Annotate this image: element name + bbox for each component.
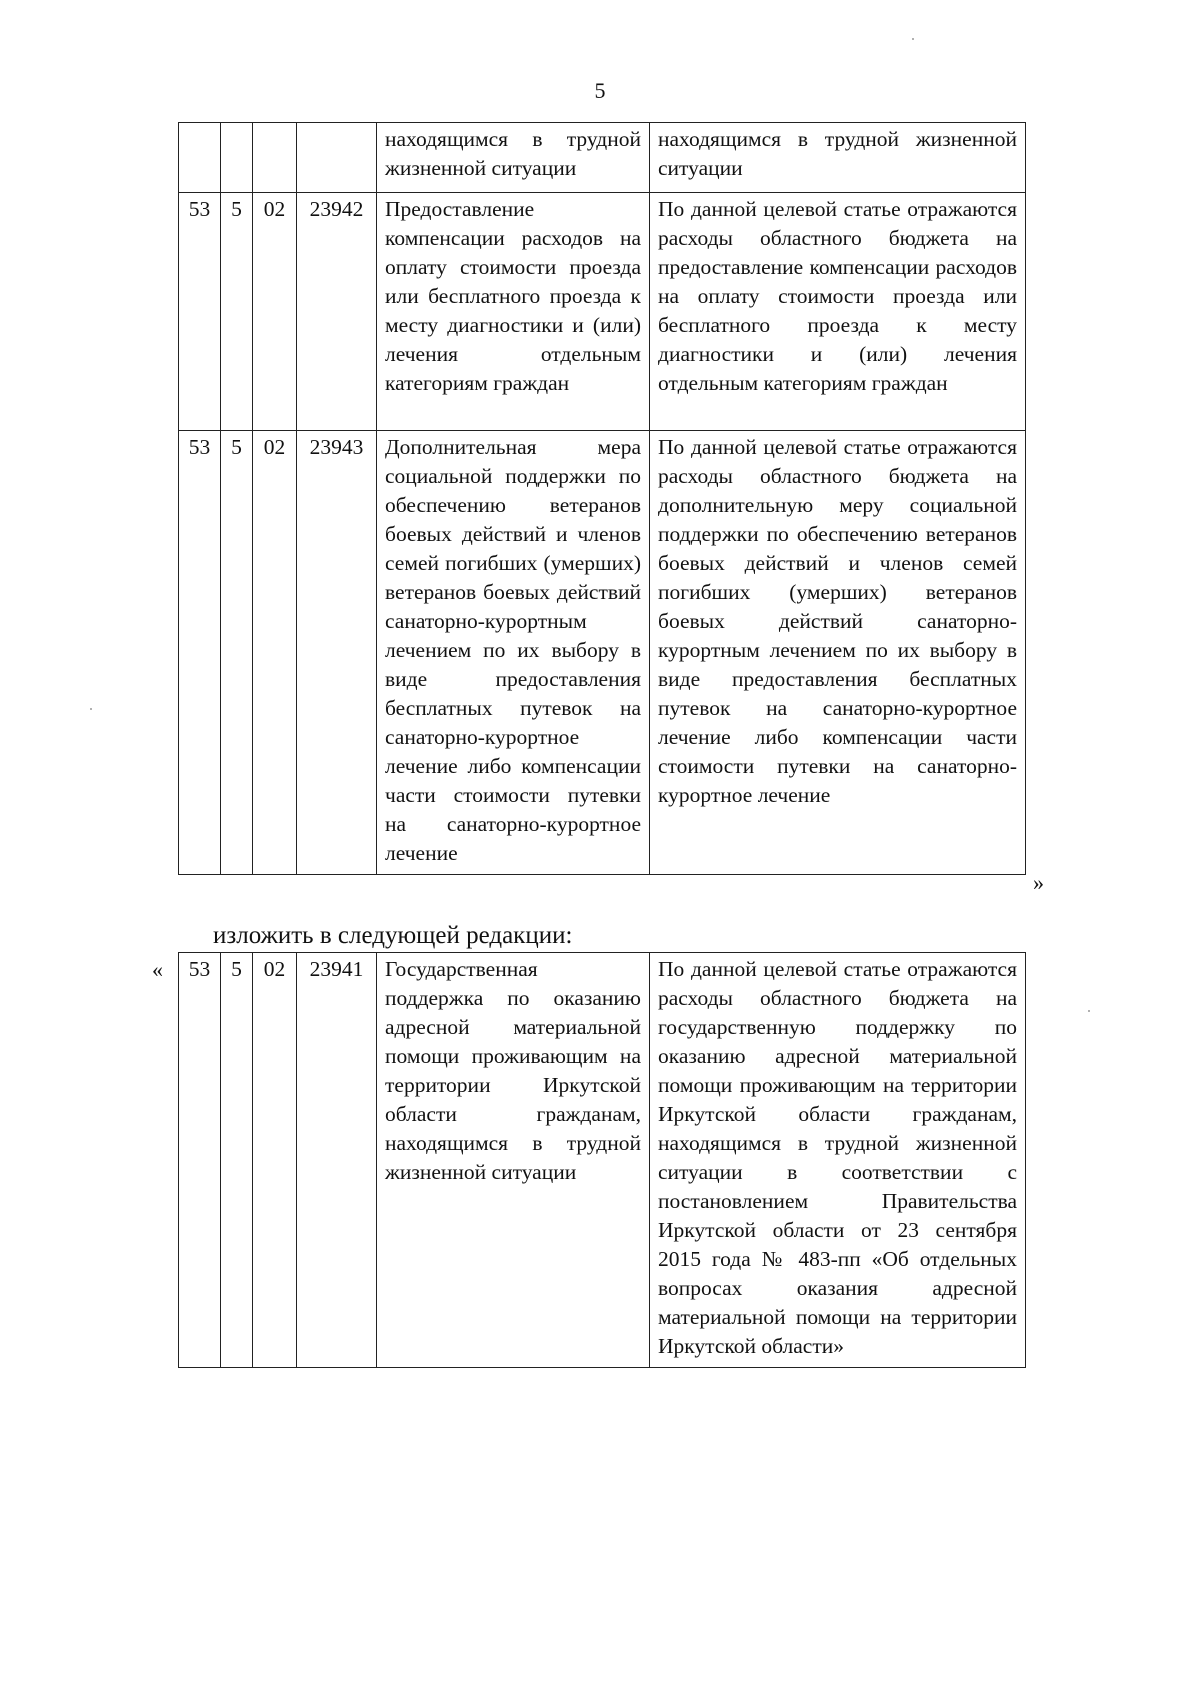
table-row <box>179 193 1026 431</box>
page-number: 5 <box>594 78 606 103</box>
code-cell: 02 <box>253 431 297 875</box>
code-cell: 53 <box>179 431 221 875</box>
code-cell: 53 <box>179 953 221 1368</box>
code-cell: 23942 <box>297 193 377 431</box>
article-name-cell: Дополнительная мера социальной поддержки по обеспечению ветеранов боевых действий и членов семей погибших (умерших) ветеранов боевых действий санаторно-курортным лечением по их выбору в виде предоставления бесплатных путевок на санаторно-курортное лечение либо компенсации части стоимости путевки на санаторно-курортное лечение <box>377 431 650 875</box>
article-description-cell: По данной целевой статье отражаются расходы областного бюджета на государственную поддержку по оказанию адресной материальной помощи проживающим на территории Иркутской области гражданам, находящимся в трудной жизненной ситуации в соответствии с постановлением Правительства Иркутской области от 23 сентября 2015 года № 483-пп «Об отдельных вопросах оказания адресной материальной помощи на территории Иркутской области» <box>650 953 1026 1368</box>
code-cell: 23943 <box>297 431 377 875</box>
budget-table-bottom <box>178 952 1026 1368</box>
budget-table-top <box>178 122 1026 875</box>
code-cell: 5 <box>221 431 253 875</box>
code-cell <box>221 123 253 193</box>
code-cell <box>297 123 377 193</box>
table-row <box>179 953 1026 1368</box>
table-row <box>179 123 1026 193</box>
article-description-cell: По данной целевой статье отражаются расходы областного бюджета на предоставление компенсации расходов на оплату стоимости проезда или бесплатного проезда к месту диагностики и (или) лечения отдельным категориям граждан <box>650 193 1026 431</box>
code-cell <box>253 123 297 193</box>
article-name-cell: Государственная поддержка по оказанию адресной материальной помощи проживающим на территории Иркутской области гражданам, находящимся в трудной жизненной ситуации <box>377 953 650 1368</box>
opening-quote: « <box>152 957 163 982</box>
code-cell <box>179 123 221 193</box>
amendment-phrase: изложить в следующей редакции: <box>213 922 573 949</box>
code-cell: 02 <box>253 953 297 1368</box>
code-cell: 53 <box>179 193 221 431</box>
code-cell: 5 <box>221 193 253 431</box>
code-cell: 02 <box>253 193 297 431</box>
article-name-cell: находящимся в трудной жизненной ситуации <box>377 123 650 193</box>
code-cell: 5 <box>221 953 253 1368</box>
scan-speck <box>1088 1010 1090 1012</box>
article-description-cell: По данной целевой статье отражаются расходы областного бюджета на дополнительную меру социальной поддержки по обеспечению ветеранов боевых действий и членов семей погибших (умерших) ветеранов боевых действий санаторно-курортным лечением по их выбору в виде предоставления бесплатных путевок на санаторно-курортное лечение либо компенсации части стоимости путевки на санаторно-курортное лечение <box>650 431 1026 875</box>
article-description-cell: находящимся в трудной жизненной ситуации <box>650 123 1026 193</box>
scan-speck <box>90 708 92 710</box>
code-cell: 23941 <box>297 953 377 1368</box>
table-row <box>179 431 1026 875</box>
scan-speck <box>912 38 914 40</box>
closing-quote: » <box>1033 870 1044 895</box>
article-name-cell: Предоставление компенсации расходов на оплату стоимости проезда или бесплатного проезда к месту диагностики и (или) лечения отдельным категориям граждан <box>377 193 650 431</box>
